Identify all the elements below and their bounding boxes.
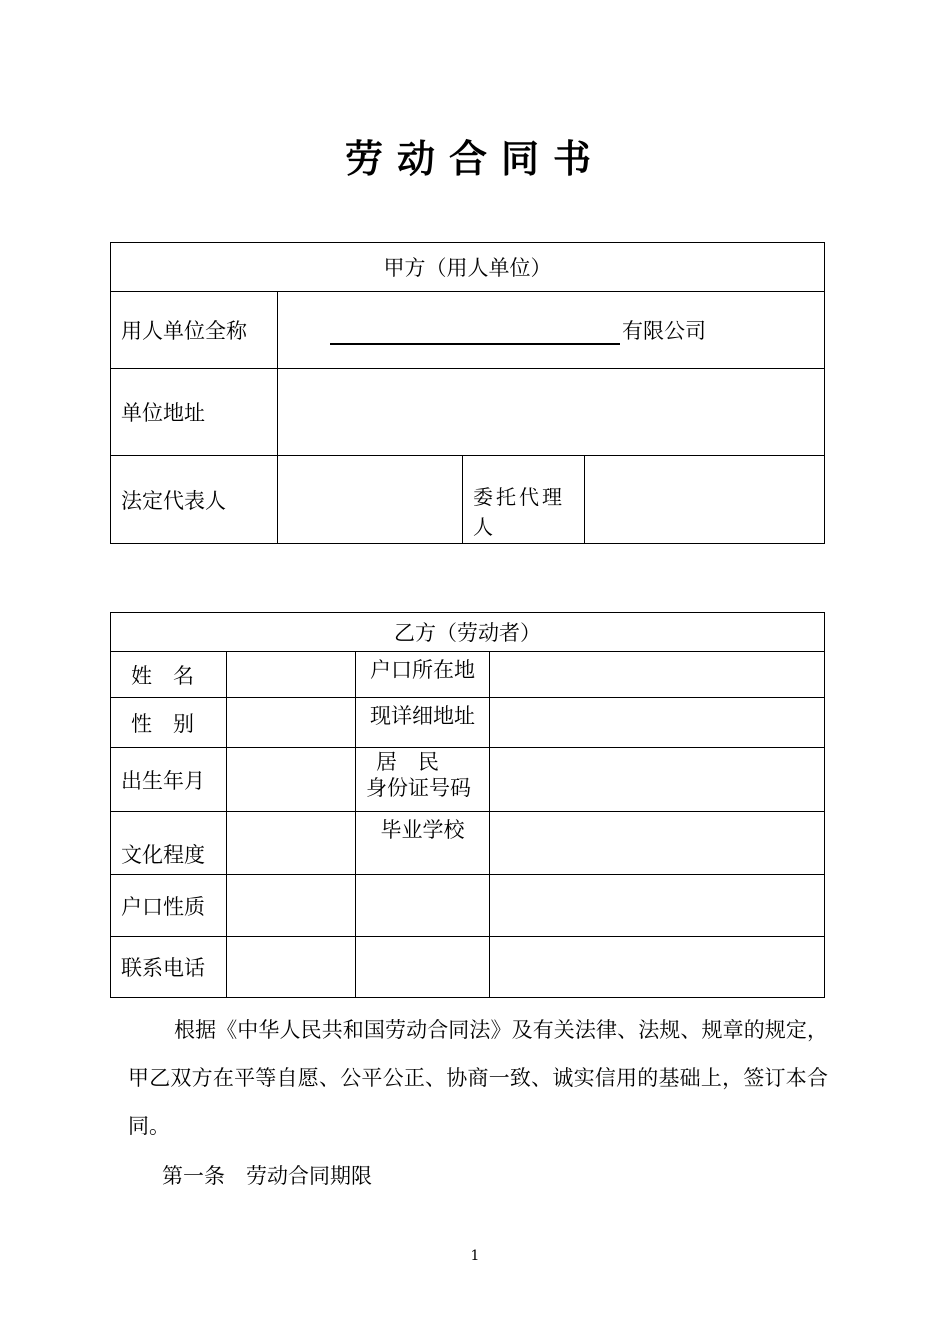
hukou-type-field[interactable] <box>227 875 356 937</box>
address-label: 单位地址 <box>111 369 278 456</box>
education-label: 文化程度 <box>111 812 227 875</box>
party-a-table <box>110 242 825 544</box>
phone-label: 联系电话 <box>111 937 227 998</box>
current-address-label: 现详细地址 <box>356 698 490 748</box>
phone-field[interactable] <box>227 937 356 998</box>
company-name-blank[interactable] <box>330 319 620 345</box>
gender-field[interactable] <box>227 698 356 748</box>
legal-rep-field[interactable] <box>278 456 463 544</box>
id-label-line2: 身份证号码 <box>366 776 471 800</box>
company-name-field[interactable] <box>278 292 825 369</box>
intro-paragraph: 根据《中华人民共和国劳动合同法》及有关法律、法规、规章的规定，甲乙双方在平等自愿、公平公正、协商一致、诚实信用的基础上，签订本合同。 <box>128 1018 828 1138</box>
party-b-table <box>110 612 825 998</box>
agent-field[interactable] <box>585 456 825 544</box>
party-b-header: 乙方（劳动者） <box>111 613 825 652</box>
id-number-field[interactable] <box>490 748 825 812</box>
hukou-location-label: 户口所在地 <box>356 652 490 698</box>
school-label: 毕业学校 <box>356 812 490 875</box>
company-name-label: 用人单位全称 <box>111 292 278 369</box>
current-address-field[interactable] <box>490 698 825 748</box>
hukou-location-field[interactable] <box>490 652 825 698</box>
agent-label-cell <box>463 456 585 544</box>
school-field[interactable] <box>490 812 825 875</box>
extra-cell-3[interactable] <box>356 937 490 998</box>
id-label <box>356 748 490 812</box>
agent-label: 委托代理人 <box>473 485 565 539</box>
extra-cell-1[interactable] <box>356 875 490 937</box>
gender-label: 性 别 <box>111 698 227 748</box>
education-field[interactable] <box>227 812 356 875</box>
clause-1-heading: 第一条 劳动合同期限 <box>162 1164 372 1188</box>
extra-cell-2[interactable] <box>490 875 825 937</box>
birth-label: 出生年月 <box>111 748 227 812</box>
name-field[interactable] <box>227 652 356 698</box>
hukou-type-label: 户口性质 <box>111 875 227 937</box>
company-suffix: 有限公司 <box>622 319 706 343</box>
legal-rep-label: 法定代表人 <box>111 456 278 544</box>
birth-field[interactable] <box>227 748 356 812</box>
document-title: 劳动合同书 <box>344 136 605 181</box>
address-field[interactable] <box>278 369 825 456</box>
page-number: 1 <box>470 1248 480 1264</box>
party-a-header: 甲方（用人单位） <box>111 243 825 292</box>
extra-cell-4[interactable] <box>490 937 825 998</box>
name-label: 姓 名 <box>111 652 227 698</box>
id-label-line1: 居 民 <box>376 750 439 774</box>
